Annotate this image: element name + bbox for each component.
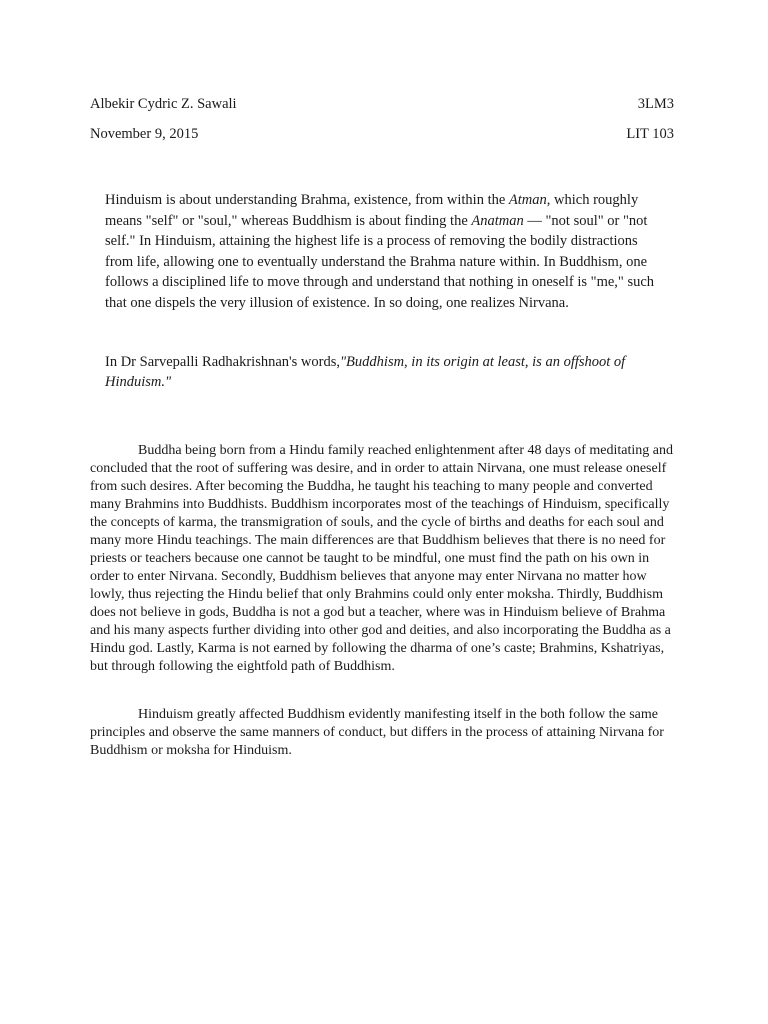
header-row-date bbox=[90, 125, 674, 143]
quote-lead: In Dr Sarvepalli Radhakrishnan's words, bbox=[105, 354, 340, 370]
quote-text: "Buddhism, in its origin at least, is an offshoot of Hinduism." bbox=[105, 354, 626, 390]
intro-text-2: , which roughly means "self" or "soul," whereas Buddhism is about finding the bbox=[105, 192, 639, 229]
body-paragraph-1: Buddha being born from a Hindu family reached enlightenment after 48 days of meditating and concluded that the root of suffering was desire, and in order to attain Nirvana, one must release oneself from such desires. After becoming the Buddha, he taught his teaching to many people and converted many Brahmins into Buddhists. Buddhism incorporates most of the teachings of Hinduism, specifically the concepts of karma, the transmigration of souls, and the cycle of births and deaths for each soul and many more Hindu teachings. The main differences are that Buddhism believes that there is no need for priests or teachers because one cannot be taught to be mindful, one must find the path on his own in order to enter Nirvana. Secondly, Buddhism believes that anyone may enter Nirvana no matter how lowly, thus rejecting the Hindu belief that only Brahmins could only enter moksha. Thirdly, Buddhism does not believe in gods, Buddha is not a god but a teacher, where was in Hinduism believe of Brahma and his many aspects further dividing into other god and deities, and also incorporating the Buddha as a Hindu god. Lastly, Karma is not earned by following the dharma of one’s caste; Brahmins, Kshatriyas, but through following the eightfold path of Buddhism. bbox=[90, 443, 673, 674]
quote-paragraph bbox=[105, 352, 660, 392]
document-date: November 9, 2015 bbox=[90, 126, 199, 142]
author-name: Albekir Cydric Z. Sawali bbox=[90, 96, 237, 112]
term-anatman: Anatman bbox=[471, 212, 524, 229]
term-atman: Atman bbox=[508, 192, 547, 208]
body-paragraph-2: Hinduism greatly affected Buddhism evidently manifesting itself in the both follow the same principles and observe the same manners of conduct, but differs in the process of attaining Nirvana for Buddhism or moksha for Hinduism. bbox=[90, 707, 664, 758]
intro-text-1: Hinduism is about understanding Brahma, existence, from within the bbox=[105, 192, 509, 208]
intro-paragraph bbox=[105, 190, 660, 313]
section-code: 3LM3 bbox=[637, 96, 674, 112]
intro-text-3: — "not soul" or "not self." In Hinduism, attaining the highest life is a process of removing the bodily distractions from life, allowing one to eventually understand the Brahma nature within. In Buddhism, one follows a disciplined life to move through and understand that nothing in oneself is "me," such that one dispels the very illusion of existence. In so doing, one realizes Nirvana. bbox=[105, 212, 655, 311]
course-code: LIT 103 bbox=[626, 126, 674, 142]
header-row-author bbox=[90, 95, 674, 113]
